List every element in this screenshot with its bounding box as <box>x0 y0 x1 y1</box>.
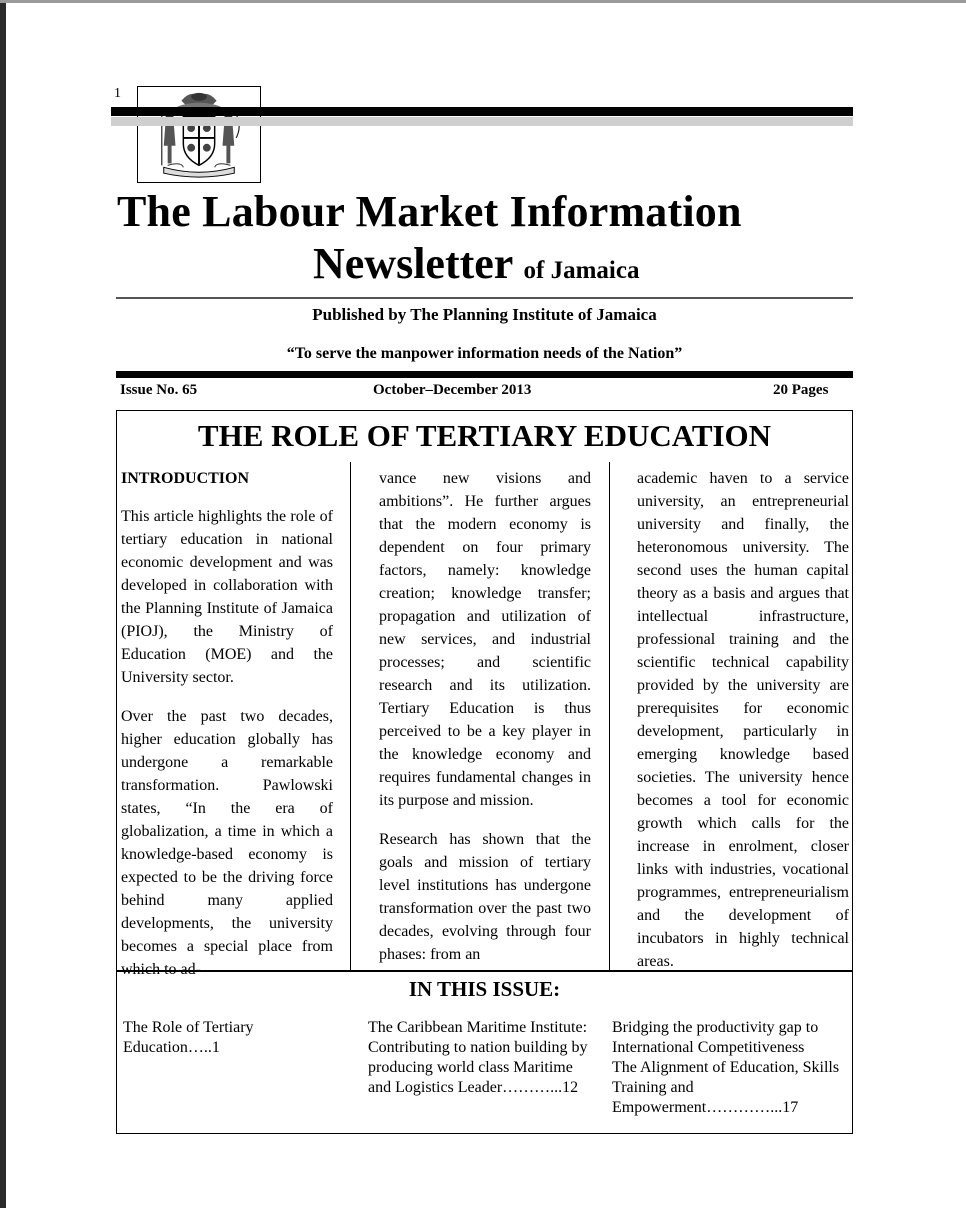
toc-item-tertiary-education[interactable] <box>123 1018 333 1058</box>
article-paragraph: Over the past two decades, higher education globally has undergone a remarkable transformation. Pawlowski states, “In the era of globalization, a time in which a knowledge-based economy is expected to be the driving force behind many applied developments, the university becomes a special place from which to ad- <box>121 708 333 978</box>
toc-item-label: The Caribbean Maritime Institute: Contributing to nation building by producing world class Maritime and Logistics Leader………...12 <box>368 1019 588 1096</box>
masthead-title-line1: The Labour Market Information <box>117 187 742 236</box>
issue-number: Issue No. 65 <box>120 382 198 398</box>
publisher-line: Published by The Planning Institute of Jamaica <box>312 305 657 324</box>
article-paragraph: vance new visions and ambitions”. He further argues that the modern economy is dependent on four primary factors, namely: knowledge creation; knowledge transfer; propagation and utilization of new services, and industrial processes; and scientific research and its utilization. Tertiary Education is thus perceived to be a key player in the knowledge economy and requires fundamental changes in its purpose and mission. <box>379 470 591 809</box>
page-number: 1 <box>114 86 121 101</box>
masthead-black-bar <box>111 107 853 116</box>
masthead-gray-bar <box>111 117 853 126</box>
toc-item-label: The Alignment of Education, Skills Training and Empowerment…………...17 <box>612 1059 840 1116</box>
toc-item-caribbean-maritime[interactable] <box>368 1018 598 1098</box>
motto-line: “To serve the manpower information needs of the Nation” <box>286 345 683 362</box>
article-column-2 <box>379 467 591 982</box>
issue-page-count: 20 Pages <box>773 382 829 398</box>
article-paragraph: academic haven to a service university, an entrepreneurial university and finally, the heteronomous university. The second uses the human capital theory as a basis and argues that intellectual infrastructure, professional training and the scientific technical capability provided by the university are prerequisites for economic development, particularly in emerging knowledge based societies. The university hence becomes a tool for economic growth which calls for the increase in enrolment, closer links with industries, vocational programmes, entrepreneurialism and the development of incubators in highly technical areas. <box>637 470 849 970</box>
article-column-3 <box>637 467 849 989</box>
toc-item-label: The Role of Tertiary Education…..1 <box>123 1019 254 1056</box>
viewer-left-edge <box>0 0 6 1208</box>
column-divider-2 <box>609 462 610 970</box>
issue-date: October–December 2013 <box>373 382 532 398</box>
in-this-issue-title: IN THIS ISSUE: <box>408 977 561 1001</box>
toc-item-productivity-gap[interactable] <box>612 1018 850 1118</box>
masthead-title-line2 <box>313 238 639 289</box>
intro-heading: INTRODUCTION <box>121 470 250 487</box>
toc-item-label: Bridging the productivity gap to International Competitiveness <box>612 1019 819 1056</box>
article-paragraph: This article highlights the role of tertiary education in national economic development and was developed in collaboration with the Planning Institute of Jamaica (PIOJ), the Ministry of Education (MOE) and the University sector. <box>121 508 333 686</box>
masthead-title-suffix: of Jamaica <box>523 257 640 284</box>
issue-bar-rule <box>116 371 853 378</box>
article-paragraph: Research has shown that the goals and mission of tertiary level institutions has undergone transformation over the past two decades, evolving through four phases: from an <box>379 831 591 963</box>
masthead-divider <box>116 297 853 299</box>
jamaica-coat-of-arms-icon <box>137 86 261 183</box>
column-divider-1 <box>350 462 351 970</box>
article-headline: THE ROLE OF TERTIARY EDUCATION <box>197 418 772 453</box>
viewer-top-edge <box>0 0 966 3</box>
article-column-1 <box>121 467 333 997</box>
masthead-title-newsletter: Newsletter <box>313 239 513 288</box>
